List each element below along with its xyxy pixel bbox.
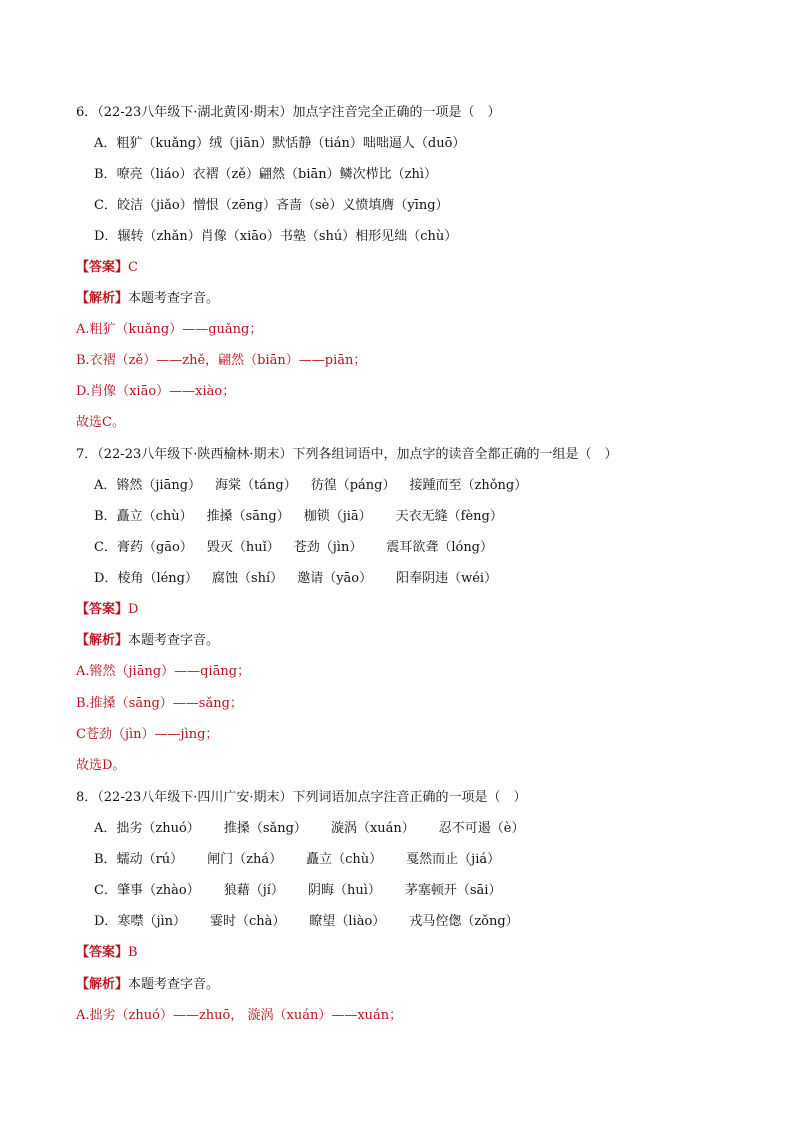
- option-word: 邀请（yāo）: [297, 571, 373, 586]
- option-word: 瞭望（liào）: [309, 914, 386, 929]
- option-word: 锵然（jiāng）: [116, 478, 202, 493]
- question-7-analysis-line-2: B.推搡（sāng）——sǎng；: [76, 696, 243, 711]
- option-text: 嘹亮（liáo）衣褶（zě）翩然（biān）鳞次栉比（zhì）: [116, 167, 437, 182]
- question-7-analysis: [76, 634, 219, 647]
- option-word: 天衣无缝（fèng）: [395, 509, 503, 524]
- option-text: 辗转（zhǎn）肖像（xiāo）书塾（shú）相形见绌（chù）: [117, 229, 458, 244]
- answer-value: B: [128, 945, 138, 960]
- question-8-option-a: [94, 822, 524, 835]
- option-word: 震耳欲聋（lóng）: [386, 540, 494, 555]
- option-word: 狼藉（jí）: [223, 883, 284, 898]
- question-6-option-c: [94, 199, 449, 212]
- question-6-option-a: [94, 137, 465, 150]
- question-8-analysis-line-1: A.拙劣（zhuó）——zhuō， 漩涡（xuán）——xuán；: [76, 1008, 403, 1023]
- option-word: 矗立（chù）: [306, 852, 383, 867]
- question-6-answer: [76, 261, 138, 274]
- option-word: 寒噤（jìn）: [117, 914, 186, 929]
- question-7-analysis-line-3: C苍劲（jìn）——jìng；: [76, 727, 219, 742]
- question-6-analysis-line-3: D.肖像（xiāo）——xiào；: [76, 384, 236, 399]
- analysis-tag: 【解析】: [76, 633, 129, 648]
- option-word: 毁灭（huǐ）: [206, 540, 280, 555]
- option-word: 推搡（sǎng）: [223, 821, 307, 836]
- question-7-analysis-line-1: A.锵然（jiāng）——qiāng；: [76, 664, 251, 679]
- analysis-tag: 【解析】: [76, 291, 129, 306]
- answer-value: C: [128, 260, 138, 275]
- option-word: 接踵而至（zhǒng）: [409, 478, 528, 493]
- question-8-analysis: [76, 978, 219, 991]
- question-7-option-c: [94, 541, 493, 554]
- option-word: 茅塞顿开（sāi）: [404, 883, 502, 898]
- option-word: 忍不可遏（è）: [438, 821, 525, 836]
- option-word: 棱角（léng）: [117, 571, 198, 586]
- option-label: A．: [94, 821, 117, 836]
- answer-tag: 【答案】: [76, 260, 129, 275]
- question-8-option-d: [94, 915, 519, 928]
- option-word: 矗立（chù）: [116, 509, 193, 524]
- option-label: D．: [94, 914, 118, 929]
- question-8-stem: 8．（22-23八年级下·四川广安·期末）下列词语加点字注音正确的一项是（ ）: [76, 790, 527, 805]
- option-label: B．: [94, 509, 117, 524]
- option-word: 肇事（zhào）: [116, 883, 200, 898]
- option-word: 戛然而止（jiá）: [406, 852, 501, 867]
- question-8-option-b: [94, 853, 500, 866]
- answer-tag: 【答案】: [76, 945, 129, 960]
- option-label: D．: [94, 229, 118, 244]
- option-word: 蠕动（rú）: [116, 852, 184, 867]
- option-word: 苍劲（jìn）: [293, 540, 363, 555]
- question-7-option-b: [94, 510, 503, 523]
- option-label: A．: [94, 136, 117, 151]
- question-8-answer: [76, 946, 138, 959]
- option-word: 霎时（chà）: [210, 914, 286, 929]
- option-word: 腐蚀（shí）: [211, 571, 284, 586]
- option-word: 海棠（táng）: [215, 478, 297, 493]
- analysis-intro: 本题考查字音。: [128, 977, 220, 992]
- question-6-stem: 6．（22-23八年级下·湖北黄冈·期末）加点字注音完全正确的一项是（ ）: [76, 105, 501, 120]
- question-7-answer: [76, 603, 138, 616]
- option-text: 皎洁（jiǎo）憎恨（zēng）吝啬（sè）义愤填膺（yīng）: [116, 198, 449, 213]
- question-6-analysis: [76, 292, 219, 305]
- question-7-option-a: [94, 479, 527, 492]
- option-label: C．: [94, 540, 117, 555]
- option-word: 拙劣（zhuó）: [116, 821, 200, 836]
- question-7-conclusion: 故选D。: [76, 758, 126, 773]
- option-word: 闸门（zhá）: [207, 852, 283, 867]
- answer-tag: 【答案】: [76, 602, 129, 617]
- option-label: B．: [94, 852, 117, 867]
- question-6-analysis-line-1: A.粗犷（kuǎng）——guǎng；: [76, 322, 263, 337]
- analysis-tag: 【解析】: [76, 977, 129, 992]
- option-word: 彷徨（páng）: [310, 478, 396, 493]
- option-label: A．: [94, 478, 117, 493]
- option-word: 枷锁（jiā）: [303, 509, 372, 524]
- answer-value: D: [128, 602, 139, 617]
- option-label: C．: [94, 198, 117, 213]
- analysis-intro: 本题考查字音。: [128, 291, 220, 306]
- option-word: 漩涡（xuán）: [330, 821, 415, 836]
- analysis-intro: 本题考查字音。: [128, 633, 220, 648]
- option-word: 阴晦（huì）: [307, 883, 381, 898]
- question-7-stem: 7．（22-23八年级下·陕西榆林·期末）下列各组词语中，加点字的读音全都正确的一组是（ ）: [76, 447, 618, 462]
- question-6-option-d: [94, 230, 457, 243]
- option-label: C．: [94, 883, 117, 898]
- question-7-option-d: [94, 572, 497, 585]
- option-label: B．: [94, 167, 117, 182]
- option-word: 戎马倥偬（zǒng）: [409, 914, 519, 929]
- option-word: 膏药（gāo）: [116, 540, 193, 555]
- question-8-option-c: [94, 884, 501, 897]
- option-label: D．: [94, 571, 118, 586]
- option-word: 阳奉阴违（wéi）: [396, 571, 498, 586]
- question-6-analysis-line-2: B.衣褶（zě）——zhě，翩然（biān）——piān；: [76, 353, 367, 368]
- question-6-option-b: [94, 168, 437, 181]
- question-6-conclusion: 故选C。: [76, 415, 125, 430]
- option-text: 粗犷（kuǎng）绒（jiān）默恬静（tián）咄咄逼人（duō）: [116, 136, 466, 151]
- option-word: 推搡（sāng）: [206, 509, 290, 524]
